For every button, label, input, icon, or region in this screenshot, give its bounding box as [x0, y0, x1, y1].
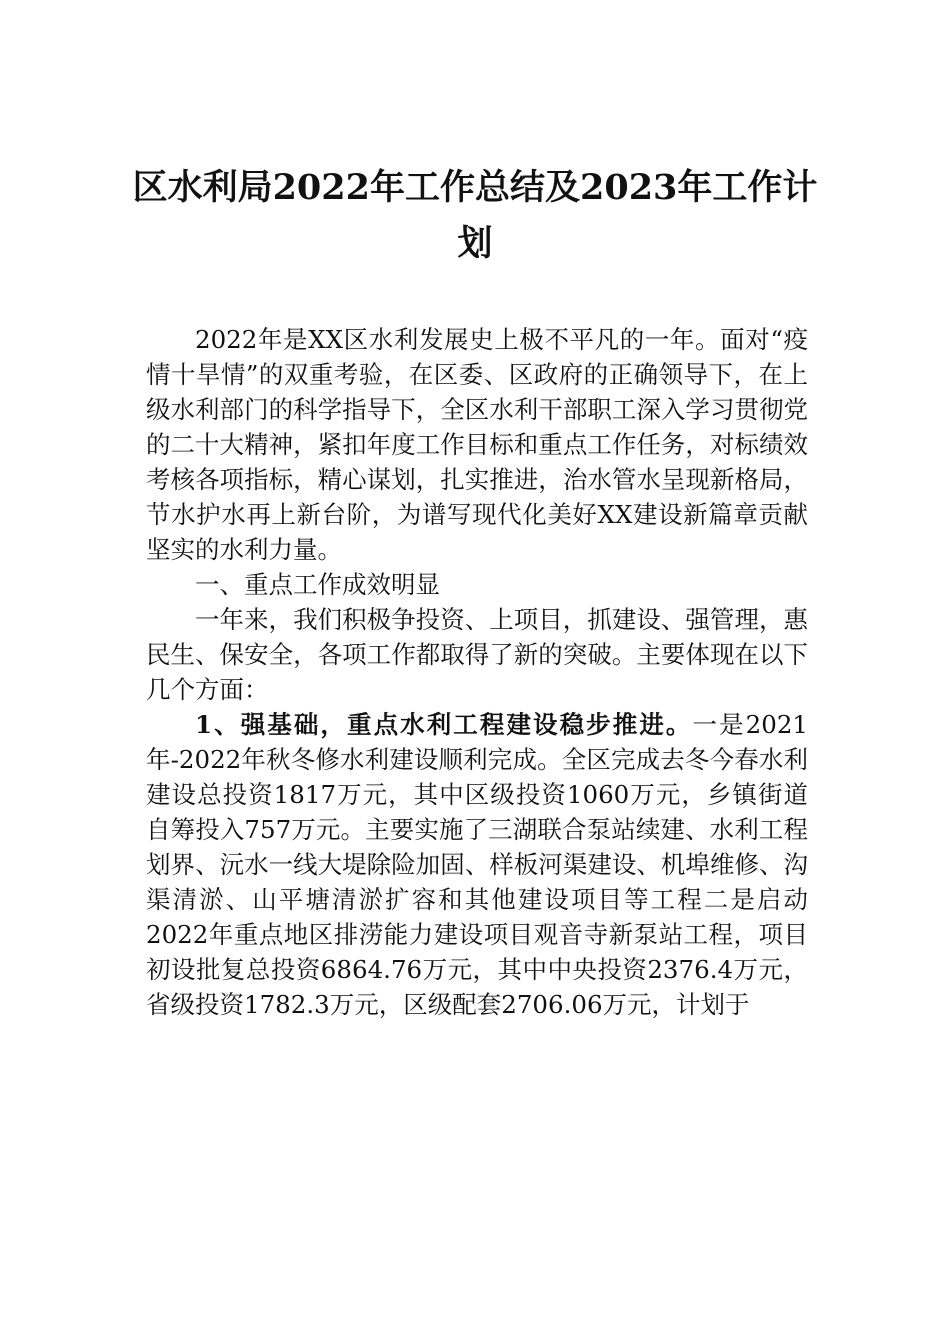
- overview-paragraph: 一年来，我们积极争投资、上项目，抓建设、强管理，惠民生、保安全，各项工作都取得了新的突破。主要体现在以下几个方面：: [146, 605, 808, 704]
- item-paragraph: [146, 707, 808, 1022]
- intro-paragraph: 2022年是XX区水利发展史上极不平凡的一年。面对“疫情十旱情”的双重考验，在区委、区政府的正确领导下，在上级水利部门的科学指导下，全区水利干部职工深入学习贯彻党的二十大精神，紧扣年度工作目标和重点工作任务，对标绩效考核各项指标，精心谋划，扎实推进，治水管水呈现新格局，节水护水再上新台阶，为谱写现代化美好XX建设新篇章贡献坚实的水利力量。: [146, 325, 808, 564]
- document-title: 区水利局2022年工作总结及2023年工作计划: [132, 167, 818, 264]
- document-body: [146, 322, 808, 1022]
- item-body: 一是2021年-2022年秋冬修水利建设顺利完成。全区完成去冬今春水利建设总投资1817万元，其中区级投资1060万元，乡镇街道自筹投入757万元。主要实施了三湖联合泵站续建、水利工程划界、沅水一线大堤除险加固、样板河渠建设、机埠维修、沟渠清淤、山平塘清淤扩容和其他建设项目等工程二是启动2022年重点地区排涝能力建设项目观音寺新泵站工程，项目初设批复总投资6864.76万元，其中中央投资2376.4万元，省级投资1782.3万元，区级配套2706.06万元，计划于: [146, 710, 809, 1019]
- item-lead: 1、强基础，重点水利工程建设稳步推进。: [195, 710, 693, 739]
- section-heading: 一、重点工作成效明显: [195, 570, 440, 599]
